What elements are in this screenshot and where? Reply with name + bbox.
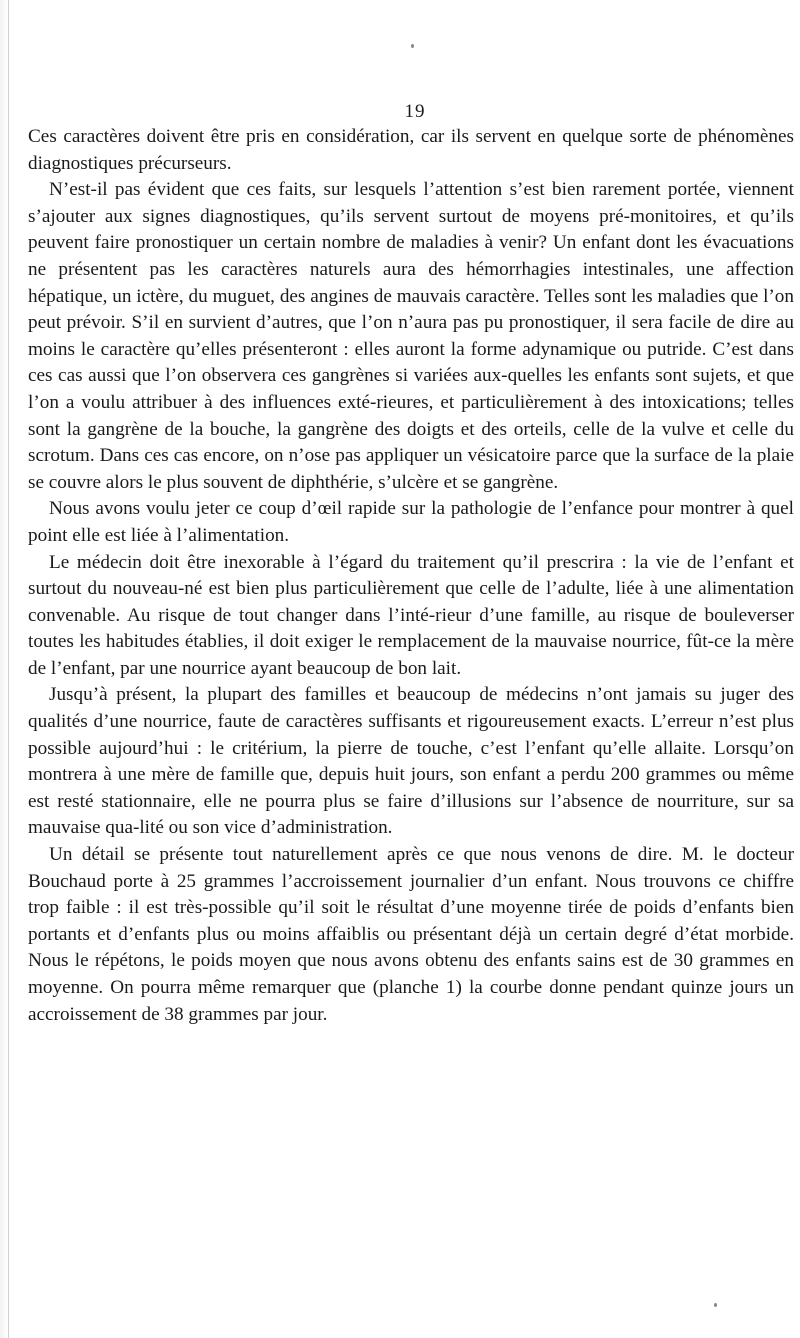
- ink-speck: [411, 44, 414, 48]
- paragraph: Jusqu’à présent, la plupart des familles et beaucoup de médecins n’ont jamais su juger des qualités d’une nourrice, faute de caractères suffisants et rigoureusement exacts. L’erreur n’est plus possible aujourd’hui : le critérium, la pierre de touche, c’est l’enfant qu’elle allaite. Lorsqu’on montrera à une mère de famille que, depuis huit jours, son enfant a perdu 200 grammes ou même est resté stationnaire, elle ne pourra plus se faire d’illusions sur l’absence de nourriture, sur sa mauvaise qua-lité ou son vice d’administration.: [28, 684, 794, 839]
- ink-speck: [714, 1303, 717, 1307]
- paragraph: N’est-il pas évident que ces faits, sur lesquels l’attention s’est bien rarement portée, viennent s’ajouter aux signes diagnostiques, qu’ils servent surtout de moyens pré-monitoires, et qu’ils peuvent faire pronostiquer un certain nombre de maladies à venir? Un enfant dont les évacuations ne présentent pas les caractères naturels aura des hémorrhagies intestinales, une affection hépatique, un ictère, du muguet, des angines de mauvais caractère. Telles sont les maladies que l’on peut prévoir. S’il en survient d’autres, que l’on n’aura pas pu pronostiquer, il sera facile de dire au moins le caractère qu’elles présenteront : elles auront la forme adynamique ou putride. C’est dans ces cas aussi que l’on observera ces gangrènes si variées aux-quelles les enfants sont sujets, et que l’on a voulu attribuer à des influences exté-rieures, et particulièrement à des intoxications; telles sont la gangrène de la bouche, la gangrène des doigts et des orteils, celle de la vulve et celle du scrotum. Dans ces cas encore, on n’ose pas appliquer un vésicatoire parce que la surface de la plaie se couvre alors le plus souvent de diphthérie, s’ulcère et se gangrène.: [28, 179, 794, 493]
- body-text: [28, 124, 794, 1028]
- paragraph: Un détail se présente tout naturellement après ce que nous venons de dire. M. le docteur Bouchaud porte à 25 grammes l’accroissement journalier d’un enfant. Nous trouvons ce chiffre trop faible : il est très-possible qu’il soit le résultat d’une moyenne tirée de poids d’enfants bien portants et d’enfants plus ou moins affaiblis ou présentant déjà un certain degré d’état morbide. Nous le répétons, le poids moyen que nous avons obtenu des enfants sains est de 30 grammes en moyenne. On pourra même remarquer que (planche 1) la courbe donne pendant quinze jours un accroissement de 38 grammes par jour.: [28, 844, 794, 1025]
- paragraph: Le médecin doit être inexorable à l’égard du traitement qu’il prescrira : la vie de l’enfant et surtout du nouveau-né est bien plus particulièrement que celle de l’adulte, liée à une alimentation convenable. Au risque de tout changer dans l’inté-rieur d’une famille, au risque de bouleverser toutes les habitudes établies, il doit exiger le remplacement de la mauvaise nourrice, fût-ce la mère de l’enfant, par une nourrice ayant beaucoup de bon lait.: [28, 551, 794, 679]
- page-number: 19: [404, 101, 426, 122]
- paragraph: Ces caractères doivent être pris en considération, car ils servent en quelque sorte de phénomènes diagnostiques précurseurs.: [28, 126, 794, 174]
- binding-edge: [0, 0, 9, 1338]
- paragraph: Nous avons voulu jeter ce coup d’œil rapide sur la pathologie de l’enfance pour montrer à quel point elle est liée à l’alimentation.: [28, 498, 794, 546]
